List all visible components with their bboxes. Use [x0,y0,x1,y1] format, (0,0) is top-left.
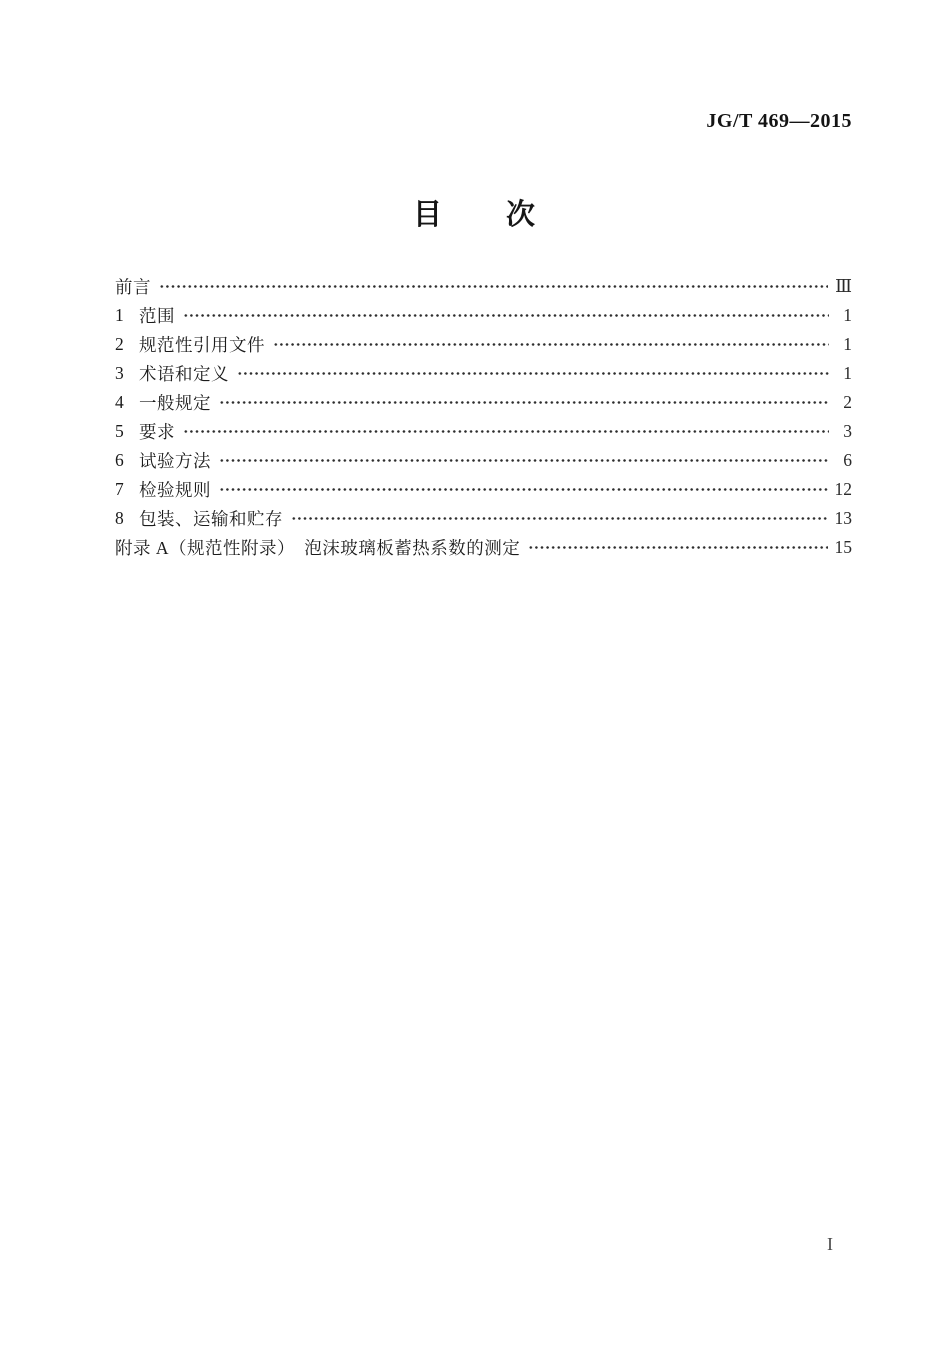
toc-entry-title: 术语和定义 [139,364,229,384]
toc-entry [115,272,852,301]
footer-page-number: I [827,1234,833,1254]
toc-entry-title: 包装、运输和贮存 [139,509,283,529]
toc-entry-number: 5 [115,421,124,441]
toc-entry-number: 7 [115,479,124,499]
toc-entry-number: 8 [115,508,124,528]
dot-leader [183,417,829,446]
toc-entry-title: 附录 A（规范性附录） 泡沫玻璃板蓄热系数的测定 [115,538,521,558]
toc-entry-number: 6 [115,450,124,470]
dot-leader [528,533,827,562]
toc-entry [115,301,852,330]
toc-entry [115,446,852,475]
toc-entry [115,359,852,388]
toc-entry-page: 1 [843,305,852,325]
dot-leader [273,330,829,359]
dot-leader [219,388,829,417]
toc-entry-page: 3 [843,421,852,441]
toc-entry-page: 6 [843,450,852,470]
toc-entry-number: 4 [115,392,124,412]
toc-entry [115,417,852,446]
toc-entry-page: Ⅲ [835,276,852,296]
toc-entry [115,533,852,562]
dot-leader [219,475,828,504]
toc-entry-page: 15 [834,537,852,557]
standard-code: JG/T 469—2015 [706,110,852,132]
toc-list [115,272,852,562]
toc-entry [115,330,852,359]
toc-entry [115,388,852,417]
toc-entry-title: 一般规定 [139,393,211,413]
toc-entry-page: 1 [843,363,852,383]
toc-entry-page: 2 [843,392,852,412]
dot-leader [183,301,829,330]
dot-leader [159,272,828,301]
toc-title: 目 次 [412,199,537,231]
toc-entry-page: 12 [834,479,852,499]
toc-entry-number: 1 [115,305,124,325]
toc-entry-title: 规范性引用文件 [139,335,265,355]
toc-entry [115,475,852,504]
dot-leader [291,504,828,533]
toc-entry-title: 范围 [139,306,175,326]
toc-entry-page: 1 [843,334,852,354]
toc-entry-number: 3 [115,363,124,383]
toc-entry [115,504,852,533]
toc-entry-title: 要求 [139,422,175,442]
toc-entry-title: 试验方法 [139,451,211,471]
toc-entry-title: 检验规则 [139,480,211,500]
toc-entry-page: 13 [834,508,852,528]
toc-entry-number: 2 [115,334,124,354]
dot-leader [219,446,829,475]
dot-leader [237,359,829,388]
toc-entry-title: 前言 [115,277,151,297]
